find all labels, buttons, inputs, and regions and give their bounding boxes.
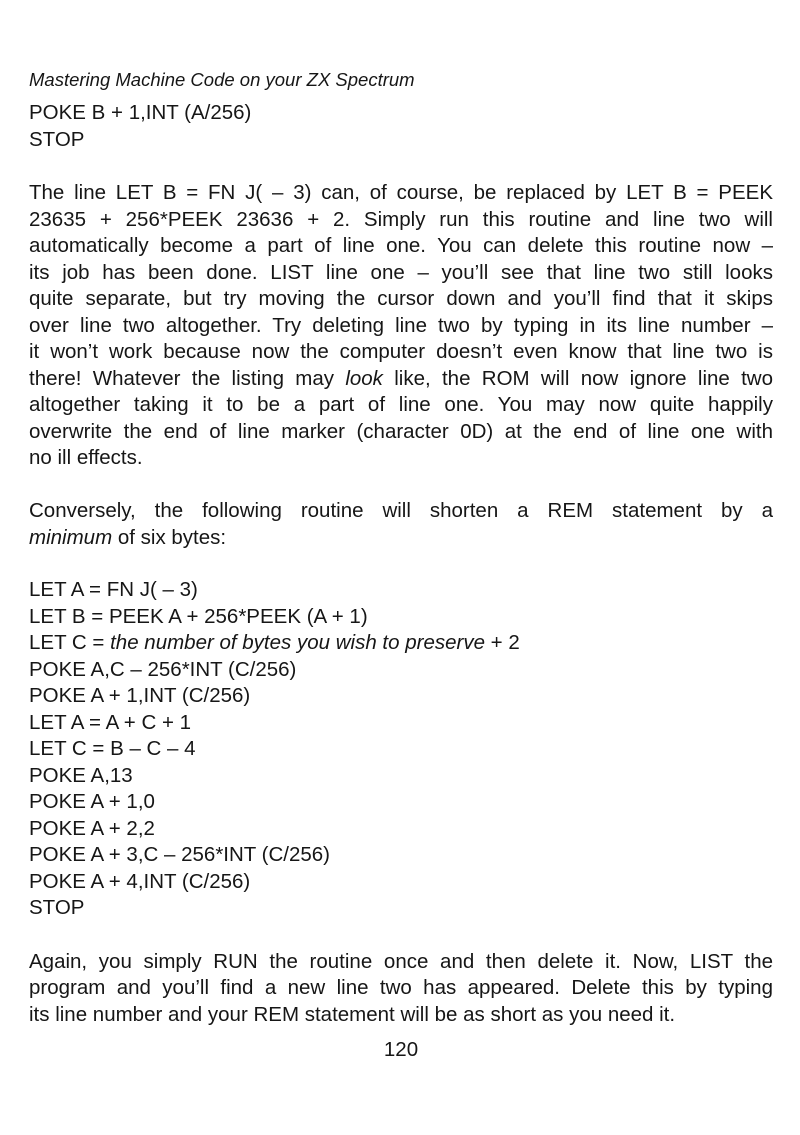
text-line: program and you’ll find a new line two has appeared. Delete this by typing: [29, 976, 773, 999]
code-line: STOP: [29, 896, 85, 919]
text-line: quite separate, but try moving the cursor down and you’ll find that it skips: [29, 287, 773, 310]
paragraph-line-merge: [29, 180, 773, 472]
text-line: 23635 + 256*PEEK 23636 + 2. Simply run this routine and line two will: [29, 207, 773, 231]
code-block-routine: [29, 577, 773, 922]
italic-emphasis: the number of bytes you wish to preserve: [110, 631, 485, 654]
italic-emphasis: minimum: [29, 525, 113, 549]
text-line: automatically become a part of line one. You can delete this routine now –: [29, 234, 773, 257]
code-line: POKE A + 1,0: [29, 790, 155, 813]
code-line: LET A = FN J( – 3): [29, 578, 198, 601]
text-segment: + 2: [484, 631, 520, 654]
text-line: The line LET B = FN J( – 3) can, of course, be replaced by LET B = PEEK: [29, 181, 773, 204]
code-line: POKE A + 1,INT (C/256): [29, 684, 251, 707]
text-line: overwrite the end of line marker (character 0D) at the end of line one with: [29, 419, 773, 443]
text-line: its line number and your REM statement will be as short as you need it.: [29, 1002, 676, 1026]
code-line: POKE B + 1,INT (A/256): [29, 101, 252, 124]
text-segment: LET C =: [29, 631, 111, 654]
code-line: STOP: [29, 127, 85, 151]
text-line: altogether taking it to be a part of line one. You may now quite happily: [29, 393, 773, 416]
page-number: 120: [383, 1038, 419, 1061]
text-line: its job has been done. LIST line one – you’ll see that line two still looks: [29, 260, 773, 284]
text-line: Conversely, the following routine will shorten a REM statement by a: [29, 499, 773, 522]
code-line: LET B = PEEK A + 256*PEEK (A + 1): [29, 604, 368, 628]
italic-emphasis: look: [345, 366, 383, 390]
text-segment: of six bytes:: [112, 525, 227, 549]
code-line: POKE A,13: [29, 763, 133, 787]
code-block-intro: [29, 100, 773, 153]
code-line: LET A = A + C + 1: [29, 710, 192, 734]
text-line: [29, 525, 773, 552]
code-line: POKE A,C – 256*INT (C/256): [29, 657, 297, 681]
code-line: POKE A + 3,C – 256*INT (C/256): [29, 843, 331, 866]
text-line: it won’t work because now the computer doesn’t even know that line two is: [29, 340, 773, 363]
text-line: no ill effects.: [29, 446, 143, 469]
running-header: Mastering Machine Code on your ZX Spectrum: [29, 69, 415, 90]
text-segment: like, the ROM will now ignore line two: [382, 366, 774, 390]
paragraph-again: [29, 949, 773, 1029]
text-line: Again, you simply RUN the routine once and then delete it. Now, LIST the: [29, 949, 773, 973]
code-line: POKE A + 2,2: [29, 816, 155, 840]
text-segment: there! Whatever the listing may: [29, 366, 346, 390]
text-line: [29, 366, 773, 393]
paragraph-conversely: [29, 498, 773, 551]
code-line: POKE A + 4,INT (C/256): [29, 869, 251, 893]
code-line: LET C = B – C – 4: [29, 737, 196, 760]
code-line: [29, 630, 773, 657]
text-line: over line two altogether. Try deleting line two by typing in its line number –: [29, 313, 773, 337]
